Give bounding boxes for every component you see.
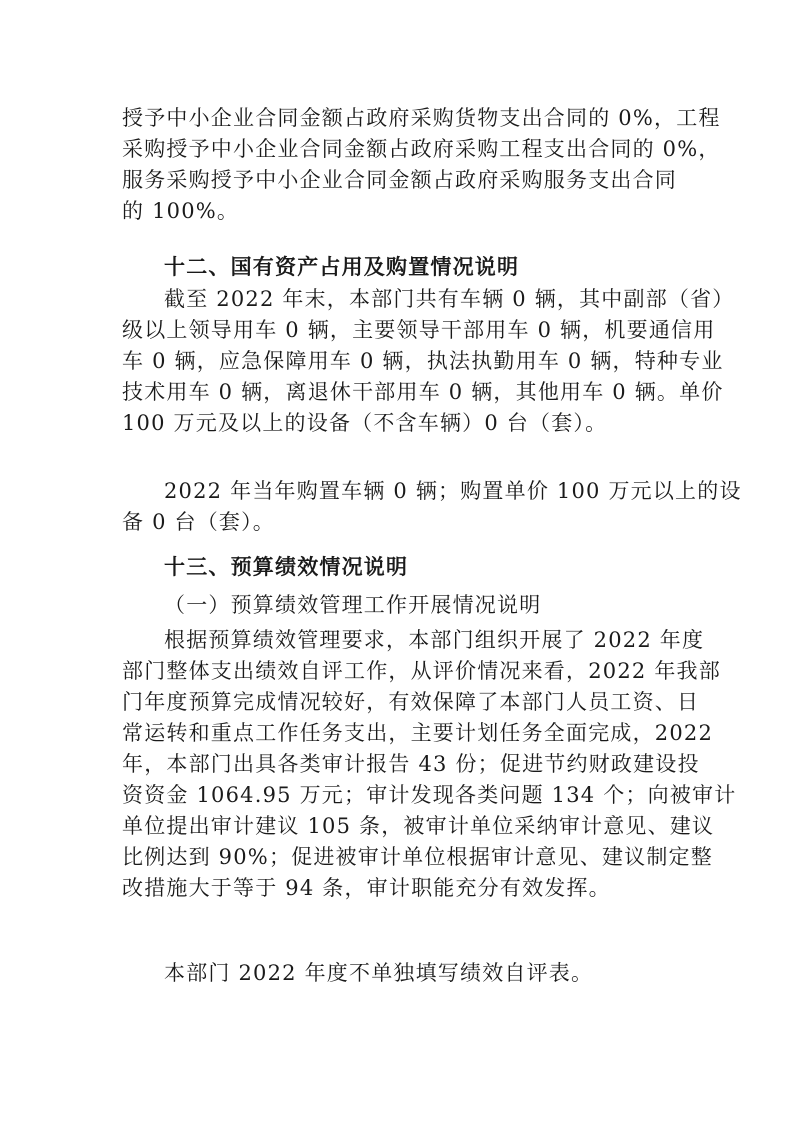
text-line: 级以上领导用车 0 辆，主要领导干部用车 0 辆，机要通信用 <box>122 318 716 342</box>
text-line: 的 100%。 <box>122 199 240 223</box>
text-line: 备 0 台（套）。 <box>122 510 276 534</box>
text-line: 单位提出审计建议 105 条，被审计单位采纳审计意见、建议 <box>122 814 715 838</box>
text-line: 车 0 辆，应急保障用车 0 辆，执法执勤用车 0 辆，特种专业 <box>122 349 724 373</box>
text-line: 比例达到 90%；促进被审计单位根据审计意见、建议制定整 <box>122 845 713 869</box>
paragraph-performance <box>122 625 737 904</box>
paragraph-vehicles <box>122 284 735 439</box>
text-line: 2022 年当年购置车辆 0 辆；购置单价 100 万元以上的设 <box>164 479 742 503</box>
paragraph-procurement-smes <box>122 103 721 227</box>
text-line: 部门整体支出绩效自评工作，从评价情况来看，2022 年我部 <box>122 659 721 683</box>
text-line: 门年度预算完成情况较好，有效保障了本部门人员工资、日 <box>122 690 700 714</box>
text-line: 采购授予中小企业合同金额占政府采购工程支出合同的 0%， <box>122 137 721 161</box>
text-line: 年，本部门出具各类审计报告 43 份；促进节约财政建设投 <box>122 752 700 776</box>
text-line: 服务采购授予中小企业合同金额占政府采购服务支出合同 <box>122 168 677 192</box>
subheading-text: （一）预算绩效管理工作开展情况说明 <box>164 593 542 617</box>
paragraph-purchases-2022 <box>122 476 742 538</box>
section-heading-13 <box>122 552 682 583</box>
paragraph-self-evaluation <box>122 958 682 989</box>
heading-text: 十二、国有资产占用及购置情况说明 <box>164 255 520 279</box>
text-line: 改措施大于等于 94 条，审计职能充分有效发挥。 <box>122 876 611 900</box>
text-line: 截至 2022 年末，本部门共有车辆 0 辆，其中副部（省） <box>164 287 735 311</box>
section-heading-12 <box>122 252 682 283</box>
text-line: 根据预算绩效管理要求，本部门组织开展了 2022 年度 <box>164 628 705 652</box>
subsection-heading-13-1 <box>122 590 682 621</box>
text-line: 资资金 1064.95 万元；审计发现各类问题 134 个；向被审计 <box>122 783 737 807</box>
text-line: 技术用车 0 辆，离退休干部用车 0 辆，其他用车 0 辆。单价 <box>122 380 724 404</box>
text-line: 100 万元及以上的设备（不含车辆）0 台（套）。 <box>122 411 608 435</box>
text-line: 本部门 2022 年度不单独填写绩效自评表。 <box>164 961 594 985</box>
text-line: 授予中小企业合同金额占政府采购货物支出合同的 0%，工程 <box>122 106 721 130</box>
text-line: 常运转和重点工作任务支出，主要计划任务全面完成，2022 <box>122 721 714 745</box>
heading-text: 十三、预算绩效情况说明 <box>164 555 409 579</box>
